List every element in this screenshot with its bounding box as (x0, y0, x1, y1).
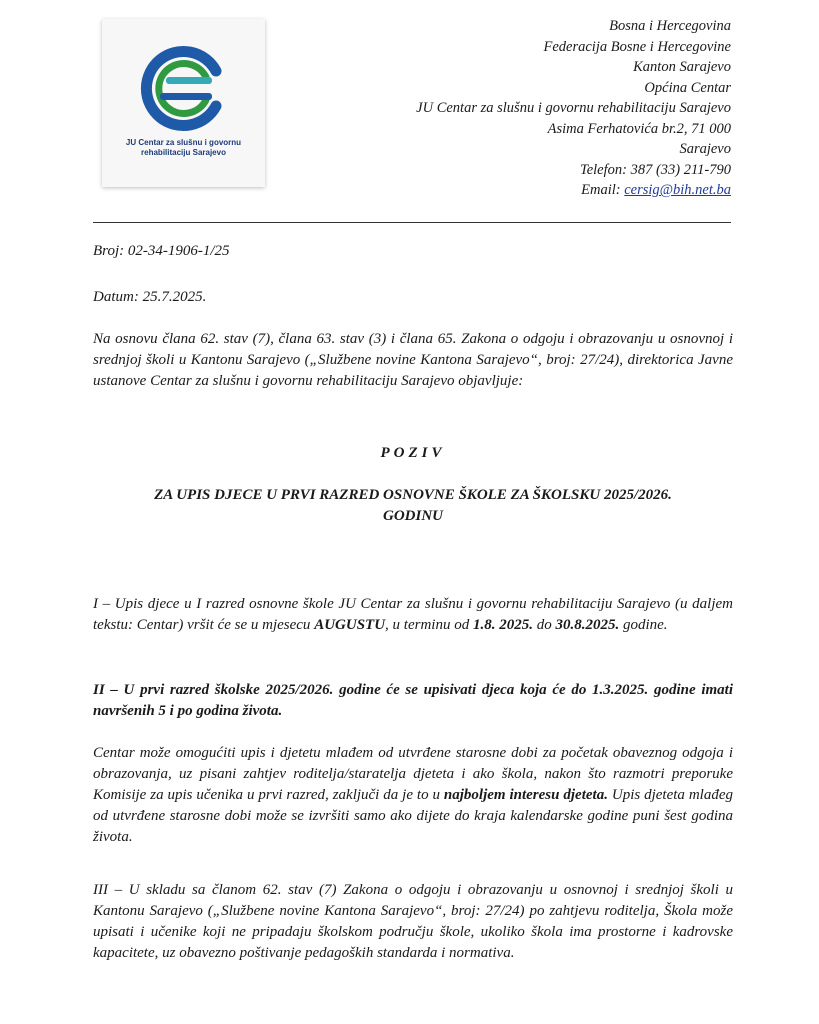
document-subtitle-line1: ZA UPIS DJECE U PRVI RAZRED OSNOVNE ŠKOLE ZA ŠKOLSKU 2025/2026. (154, 487, 672, 503)
paragraph-i-text-a: I – Upis djece u I razred osnovne škole JU Centar za slušnu i govornu rehabilitaciju Sarajevo (u daljem tekstu: Centar) vršit će se u mjesecu (93, 596, 733, 633)
document-subtitle-line2: GODINU (383, 508, 443, 524)
header-institution: JU Centar za slušnu i govornu rehabilitaciju Sarajevo (416, 100, 731, 116)
paragraph-i (93, 594, 733, 636)
logo-caption-line2: rehabilitaciju Sarajevo (141, 148, 226, 157)
header-phone: Telefon: 387 (33) 211-790 (579, 161, 731, 178)
paragraph-age-exception-text-c: Upis djeteta mlađeg od utvrđene starosne dobi može se izvršiti samo ako dijete do kraja kalendarske godine puni šest godina života. (93, 787, 733, 845)
paragraph-age-exception (93, 743, 733, 848)
header-federation: Federacija Bosne i Hercegovine (543, 38, 731, 55)
intro-paragraph: Na osnovu člana 62. stav (7), člana 63. stav (3) i člana 65. Zakona o odgoju i obrazovanju u osnovnoj i srednjoj školi u Kantonu Sarajevo („Službene novine Kantona Sarajevo“, broj: 27/24), direktorica Javne ustanove Centar za slušnu i govornu rehabilitaciju Sarajevo objavljuje: (93, 331, 733, 389)
paragraph-i-text-c: , u terminu od (385, 617, 473, 633)
paragraph-age-exception-emphasis: najboljem interesu djeteta. (443, 787, 608, 803)
paragraph-iii: III – U skladu sa članom 62. stav (7) Zakona o odgoju i obrazovanju u osnovnoj i srednjoj školi u Kantonu Sarajevo („Službene novine Kantona Sarajevo“, broj: 27/24) po zahtjevu roditelja, Škola može upisati i učenike koji ne pripadaju školskom području škole, ukoliko škola ima prostorne i kadrovske kapacitete, uz obavezno poštivanje pedagoških standarda i normativa. (93, 882, 733, 961)
logo-caption (106, 138, 261, 158)
paragraph-i-start-date: 1.8. 2025. (472, 617, 533, 633)
document-date: Datum: 25.7.2025. (93, 289, 207, 305)
paragraph-i-text-e: do (532, 617, 556, 633)
header-country: Bosna i Hercegovina (609, 18, 731, 34)
paragraph-i-end-date: 30.8.2025. (555, 617, 620, 633)
header-email-label: Email: (581, 182, 625, 198)
document-title: POZIV (380, 445, 446, 461)
document-subtitle (93, 485, 733, 527)
document-number: Broj: 02-34-1906-1/25 (93, 243, 230, 259)
header-divider (93, 222, 731, 223)
institution-logo (102, 19, 265, 187)
paragraph-age-exception-text-a: Centar može omogućiti upis i djetetu mlađem od utvrđene starosne dobi za početak obaveznog odgoja i obrazovanja, uz pisani zahtjev roditelja/staratelja djeteta i ako škola, nakon što razmotri preporuke Komisije za upis učenika u prvi razred, zaključi da je to u (93, 745, 733, 803)
header-municipality: Općina Centar (644, 79, 731, 96)
letterhead (416, 16, 731, 201)
logo-emblem-icon (136, 41, 231, 136)
header-address: Asima Ferhatovića br.2, 71 000 (547, 120, 731, 137)
logo-caption-line1: JU Centar za slušnu i govornu (125, 138, 242, 147)
header-city: Sarajevo (679, 141, 731, 157)
paragraph-i-text-g: godine. (619, 617, 668, 633)
header-email-line (416, 180, 731, 201)
header-email-link[interactable]: cersig@bih.net.ba (624, 182, 731, 198)
paragraph-ii: II – U prvi razred školske 2025/2026. godine će se upisivati djeca koja će do 1.3.2025. godine imati navršenih 5 i po godina života. (93, 682, 733, 719)
paragraph-i-month: AUGUSTU (314, 617, 386, 633)
header-canton: Kanton Sarajevo (633, 59, 731, 75)
